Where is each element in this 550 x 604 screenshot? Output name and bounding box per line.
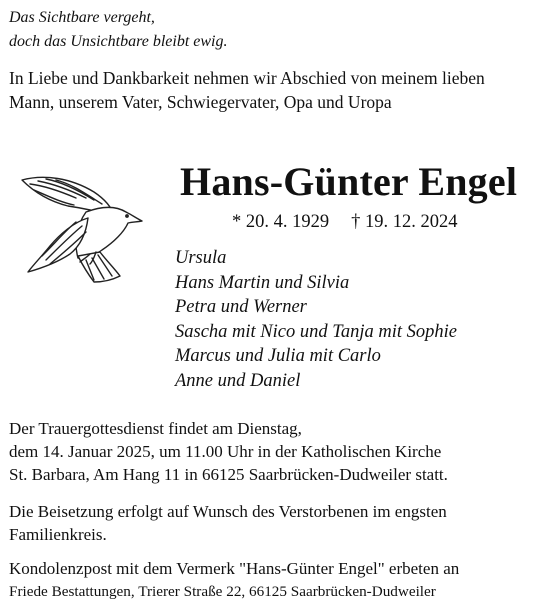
deceased-name: Hans-Günter Engel — [180, 159, 518, 204]
funeral-home-address: Friede Bestattungen, Trierer Straße 22, 66125 Saarbrücken-Dudweiler — [9, 583, 436, 600]
service-line: Der Trauergottesdienst findet am Dienstag, — [9, 419, 302, 438]
condolence-line: Kondolenzpost mit dem Vermerk "Hans-Günter Engel" erbeten an — [9, 559, 460, 578]
survivor-item: Anne und Daniel — [175, 370, 301, 391]
service-line: St. Barbara, Am Hang 11 in 66125 Saarbrücken-Dudweiler statt. — [9, 465, 448, 484]
survivor-item: Marcus und Julia mit Carlo — [175, 346, 381, 366]
condolence-paragraph — [9, 557, 459, 603]
intro-line-1: In Liebe und Dankbarkeit nehmen wir Abschied von meinem lieben — [9, 68, 485, 88]
quote-line-2: doch das Unsichtbare bleibt ewig. — [9, 33, 228, 50]
service-line: dem 14. Januar 2025, um 11.00 Uhr in der Katholischen Kirche — [9, 442, 442, 461]
dove-icon — [16, 172, 146, 284]
survivors-list — [175, 246, 457, 393]
survivor-item: Hans Martin und Silvia — [175, 272, 350, 293]
survivor-item: Petra und Werner — [175, 297, 307, 317]
death-date: † 19. 12. 2024 — [351, 212, 458, 232]
burial-line: Die Beisetzung erfolgt auf Wunsch des Verstorbenen im engsten — [9, 502, 447, 521]
quote-line-1: Das Sichtbare vergeht, — [9, 9, 155, 26]
survivor-item: Ursula — [175, 248, 227, 268]
burial-paragraph — [9, 500, 447, 546]
intro-line-2: Mann, unserem Vater, Schwiegervater, Opa und Uropa — [9, 92, 392, 112]
life-dates — [232, 210, 458, 234]
survivor-item: Sascha mit Nico und Tanja mit Sophie — [175, 321, 457, 342]
birth-date: * 20. 4. 1929 — [232, 212, 330, 232]
service-paragraph — [9, 417, 448, 486]
burial-line: Familienkreis. — [9, 525, 107, 544]
